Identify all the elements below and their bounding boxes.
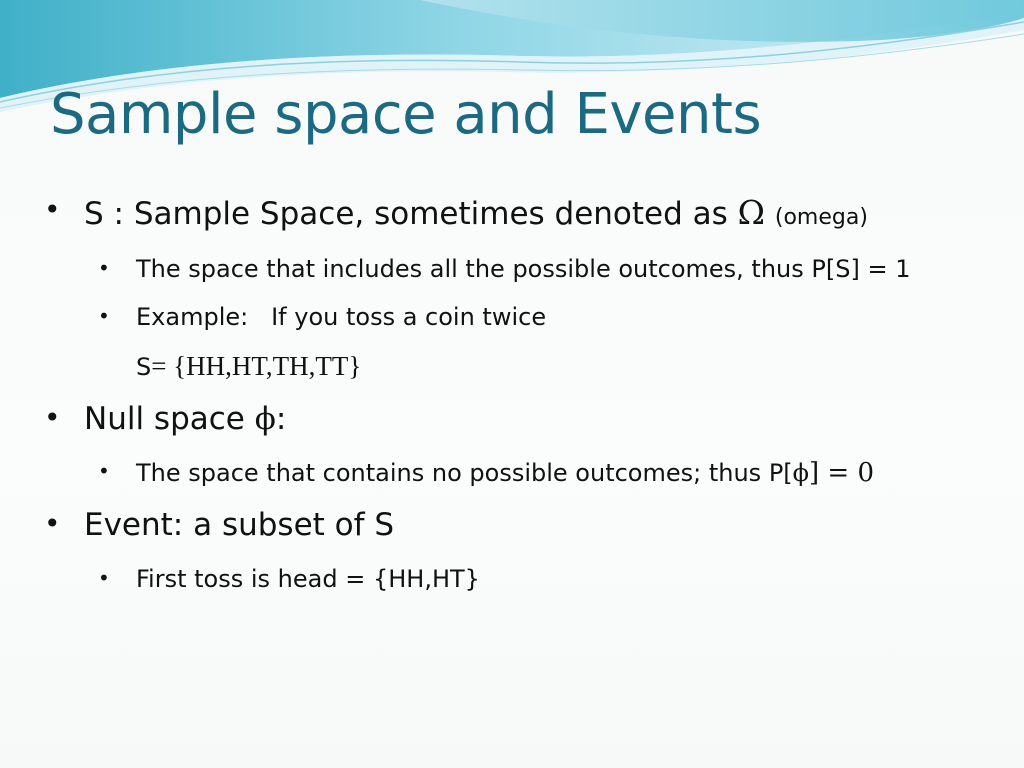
slide-title: Sample space and Events bbox=[50, 82, 762, 147]
set-elements: {HH,HT,TH,TT} bbox=[173, 351, 362, 381]
sub-bullet-marker: • bbox=[98, 459, 110, 483]
omega-symbol: Ω bbox=[737, 193, 766, 232]
first-toss-text: First toss is head = {HH,HT} bbox=[136, 565, 480, 593]
omega-note: (omega) bbox=[774, 205, 868, 230]
set-label: S bbox=[136, 353, 152, 381]
sub-bullet-marker: • bbox=[98, 566, 110, 590]
example-text: Example: If you toss a coin twice bbox=[136, 303, 547, 331]
set-equals: = bbox=[151, 351, 174, 381]
sub-bullet-marker: • bbox=[98, 304, 110, 328]
event-text: Event: a subset of S bbox=[84, 507, 395, 543]
bullet-marker: • bbox=[44, 507, 61, 540]
phi-symbol: ϕ bbox=[792, 459, 810, 487]
bullet-marker: • bbox=[44, 401, 61, 434]
sample-space-set bbox=[136, 351, 361, 382]
sub-bullet-marker: • bbox=[98, 256, 110, 280]
no-outcomes-text: The space that contains no possible outcomes; thus P[ bbox=[136, 459, 793, 487]
sample-space-text: S : Sample Space, sometimes denoted as bbox=[84, 196, 738, 232]
null-space-text: Null space bbox=[84, 401, 255, 437]
phi-symbol: ϕ bbox=[254, 401, 276, 437]
no-outcomes-probability: ] = 0 bbox=[809, 458, 875, 488]
all-outcomes-text: The space that includes all the possible outcomes, thus P[S] = 1 bbox=[136, 255, 911, 283]
null-space-colon: : bbox=[275, 401, 287, 437]
bullet-marker: • bbox=[44, 193, 61, 226]
